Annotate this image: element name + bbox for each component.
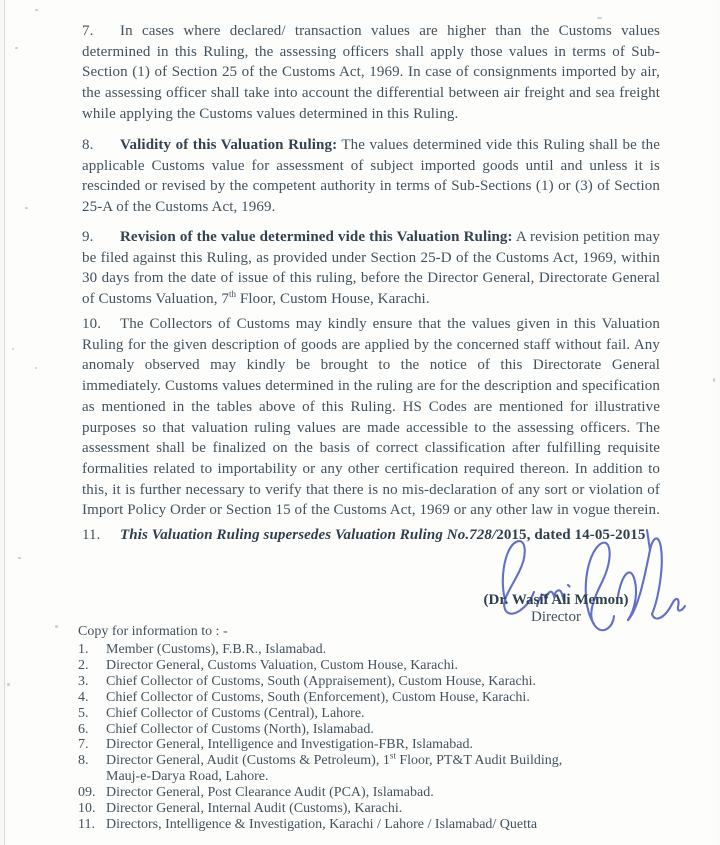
scan-speck xyxy=(18,557,21,559)
list-item-text: Director General, Audit (Customs & Petroleum), 1 xyxy=(106,753,390,769)
paragraph-number: 10. xyxy=(82,316,102,332)
list-item xyxy=(78,722,684,738)
list-item-continuation: Mauj-e-Darya Road, Lahore. xyxy=(106,769,269,785)
paragraph-text: The values determined vide this Ruling shall be the applicable Customs value for assessment of subject imported goods until and unless it is rescinded or revised by the competent authority in terms of Sub-Sections (1) or (3) of Section 25-A of the Customs Act, 1969. xyxy=(82,137,660,216)
scan-speck xyxy=(55,625,58,628)
list-item-number: 7. xyxy=(78,737,89,753)
paragraph-11 xyxy=(82,525,660,546)
list-item-text: Chief Collector of Customs (North), Islamabad. xyxy=(106,721,374,737)
supersession-statement: This Valuation Ruling supersedes Valuation Ruling No.728/ xyxy=(120,527,497,543)
list-item-number: 09. xyxy=(78,785,96,801)
signature-block xyxy=(445,592,667,626)
paragraph-bold-lead: Validity of this Valuation Ruling: xyxy=(120,137,338,153)
scan-speck xyxy=(597,17,602,19)
paragraph-bold-lead: Revision of the value determined vide this Valuation Ruling: xyxy=(120,229,513,245)
paragraph-number: 11. xyxy=(82,527,101,543)
list-item-number: 11. xyxy=(78,816,95,832)
list-item-text: Director General, Internal Audit (Customs), Karachi. xyxy=(106,801,403,817)
list-item xyxy=(78,737,684,753)
list-item xyxy=(78,674,684,690)
list-item-text: Director General, Intelligence and Investigation-FBR, Islamabad. xyxy=(106,737,473,753)
list-item-text: Chief Collector of Customs (Central), Lahore. xyxy=(106,705,365,721)
paragraph-7 xyxy=(82,21,660,125)
list-item-text: Chief Collector of Customs, South (Enforcement), Custom House, Karachi. xyxy=(106,689,530,705)
list-item xyxy=(78,801,684,817)
list-item-text: Chief Collector of Customs, South (Appraisement), Custom House, Karachi. xyxy=(106,673,537,689)
ordinal-superscript: st xyxy=(389,750,396,761)
ordinal-superscript: th xyxy=(229,289,237,300)
scan-speck xyxy=(35,9,38,11)
paragraph-10 xyxy=(82,314,660,521)
list-item-number: 4. xyxy=(78,689,89,705)
supersession-date: 2015, dated 14-05-2015 xyxy=(496,527,646,543)
list-item xyxy=(78,817,684,833)
paragraph-text: A revision petition may be filed against this Ruling, as provided under Section 25-D of the Customs Act, 1969, within 30 days from the date of issue of this ruling, before the Director General, Directorate General of Customs Valuation, 7 xyxy=(82,229,660,308)
paragraph-number: 8. xyxy=(82,137,94,153)
list-item xyxy=(78,706,684,722)
paragraph-number: 9. xyxy=(82,229,94,245)
list-item-number: 2. xyxy=(78,657,89,673)
list-item-text: Director General, Customs Valuation, Custom House, Karachi. xyxy=(106,657,459,673)
list-item xyxy=(78,690,684,706)
paragraph-text: In cases where declared/ transaction values are higher than the Customs values determined in this Ruling, the assessing officers shall apply those values in terms of Sub-Section (1) of Section 25 of the Customs Act, 1969. In case of consignments imported by air, the assessing officer shall take into account the differential between air freight and sea freight while applying the Customs values determined in this Ruling. xyxy=(82,23,660,122)
scan-speck xyxy=(15,47,18,49)
scan-speck xyxy=(35,367,37,369)
list-item-number: 10. xyxy=(78,801,96,817)
list-item xyxy=(78,658,684,674)
list-item xyxy=(78,785,684,801)
list-item-number: 3. xyxy=(78,673,89,689)
list-item-number: 6. xyxy=(78,721,89,737)
list-item-number: 5. xyxy=(78,705,89,721)
list-item xyxy=(78,642,684,658)
paragraph-text: Floor, Custom House, Karachi. xyxy=(236,291,430,308)
page-edge-line xyxy=(4,0,5,845)
scan-speck xyxy=(25,207,28,209)
paragraph-8 xyxy=(82,135,660,218)
list-item-number: 8. xyxy=(78,753,89,769)
paragraph-number: 7. xyxy=(82,23,94,39)
paragraph-9 xyxy=(82,227,660,310)
list-item-text: Member (Customs), F.B.R., Islamabad. xyxy=(106,642,327,657)
list-item-number: 1. xyxy=(78,642,89,657)
distribution-heading: Copy for information to : - xyxy=(78,624,228,639)
distribution-list xyxy=(78,642,684,833)
scan-speck xyxy=(713,378,715,382)
signatory-name: (Dr. Wasif Ali Memon) xyxy=(483,592,629,608)
paragraph-text: The Collectors of Customs may kindly ensure that the values given in this Valuation Ruling for the given description of goods are applied by the concerned staff without fail. Any anomaly observed may kindly be brought to the notice of this Directorate General immediately. Customs values determined in the ruling are for the description and specification as mentioned in the tables above of this Ruling. HS Codes are mentioned for illustrative purposes so that valuation ruling values are made accessible to the assessing officers. The assessment shall be finalized on the basis of correct classification after fulfilling requisite formalities related to importability or any other certification required thereon. In addition to this, it is further necessary to verify that there is no mis-declaration of any sort or violation of Import Policy Order or Section 15 of the Customs Act, 1969 or any other law in vogue therein. xyxy=(82,316,660,519)
list-item-text: Director General, Post Clearance Audit (PCA), Islamabad. xyxy=(106,785,434,801)
list-item-text: Floor, PT&T Audit Building, xyxy=(395,753,563,769)
list-item xyxy=(78,750,684,785)
scan-speck xyxy=(12,348,14,350)
signatory-title: Director xyxy=(531,609,581,625)
scan-speck xyxy=(7,683,10,686)
list-item-text: Directors, Intelligence & Investigation, Karachi / Lahore / Islamabad/ Quetta xyxy=(106,816,538,832)
